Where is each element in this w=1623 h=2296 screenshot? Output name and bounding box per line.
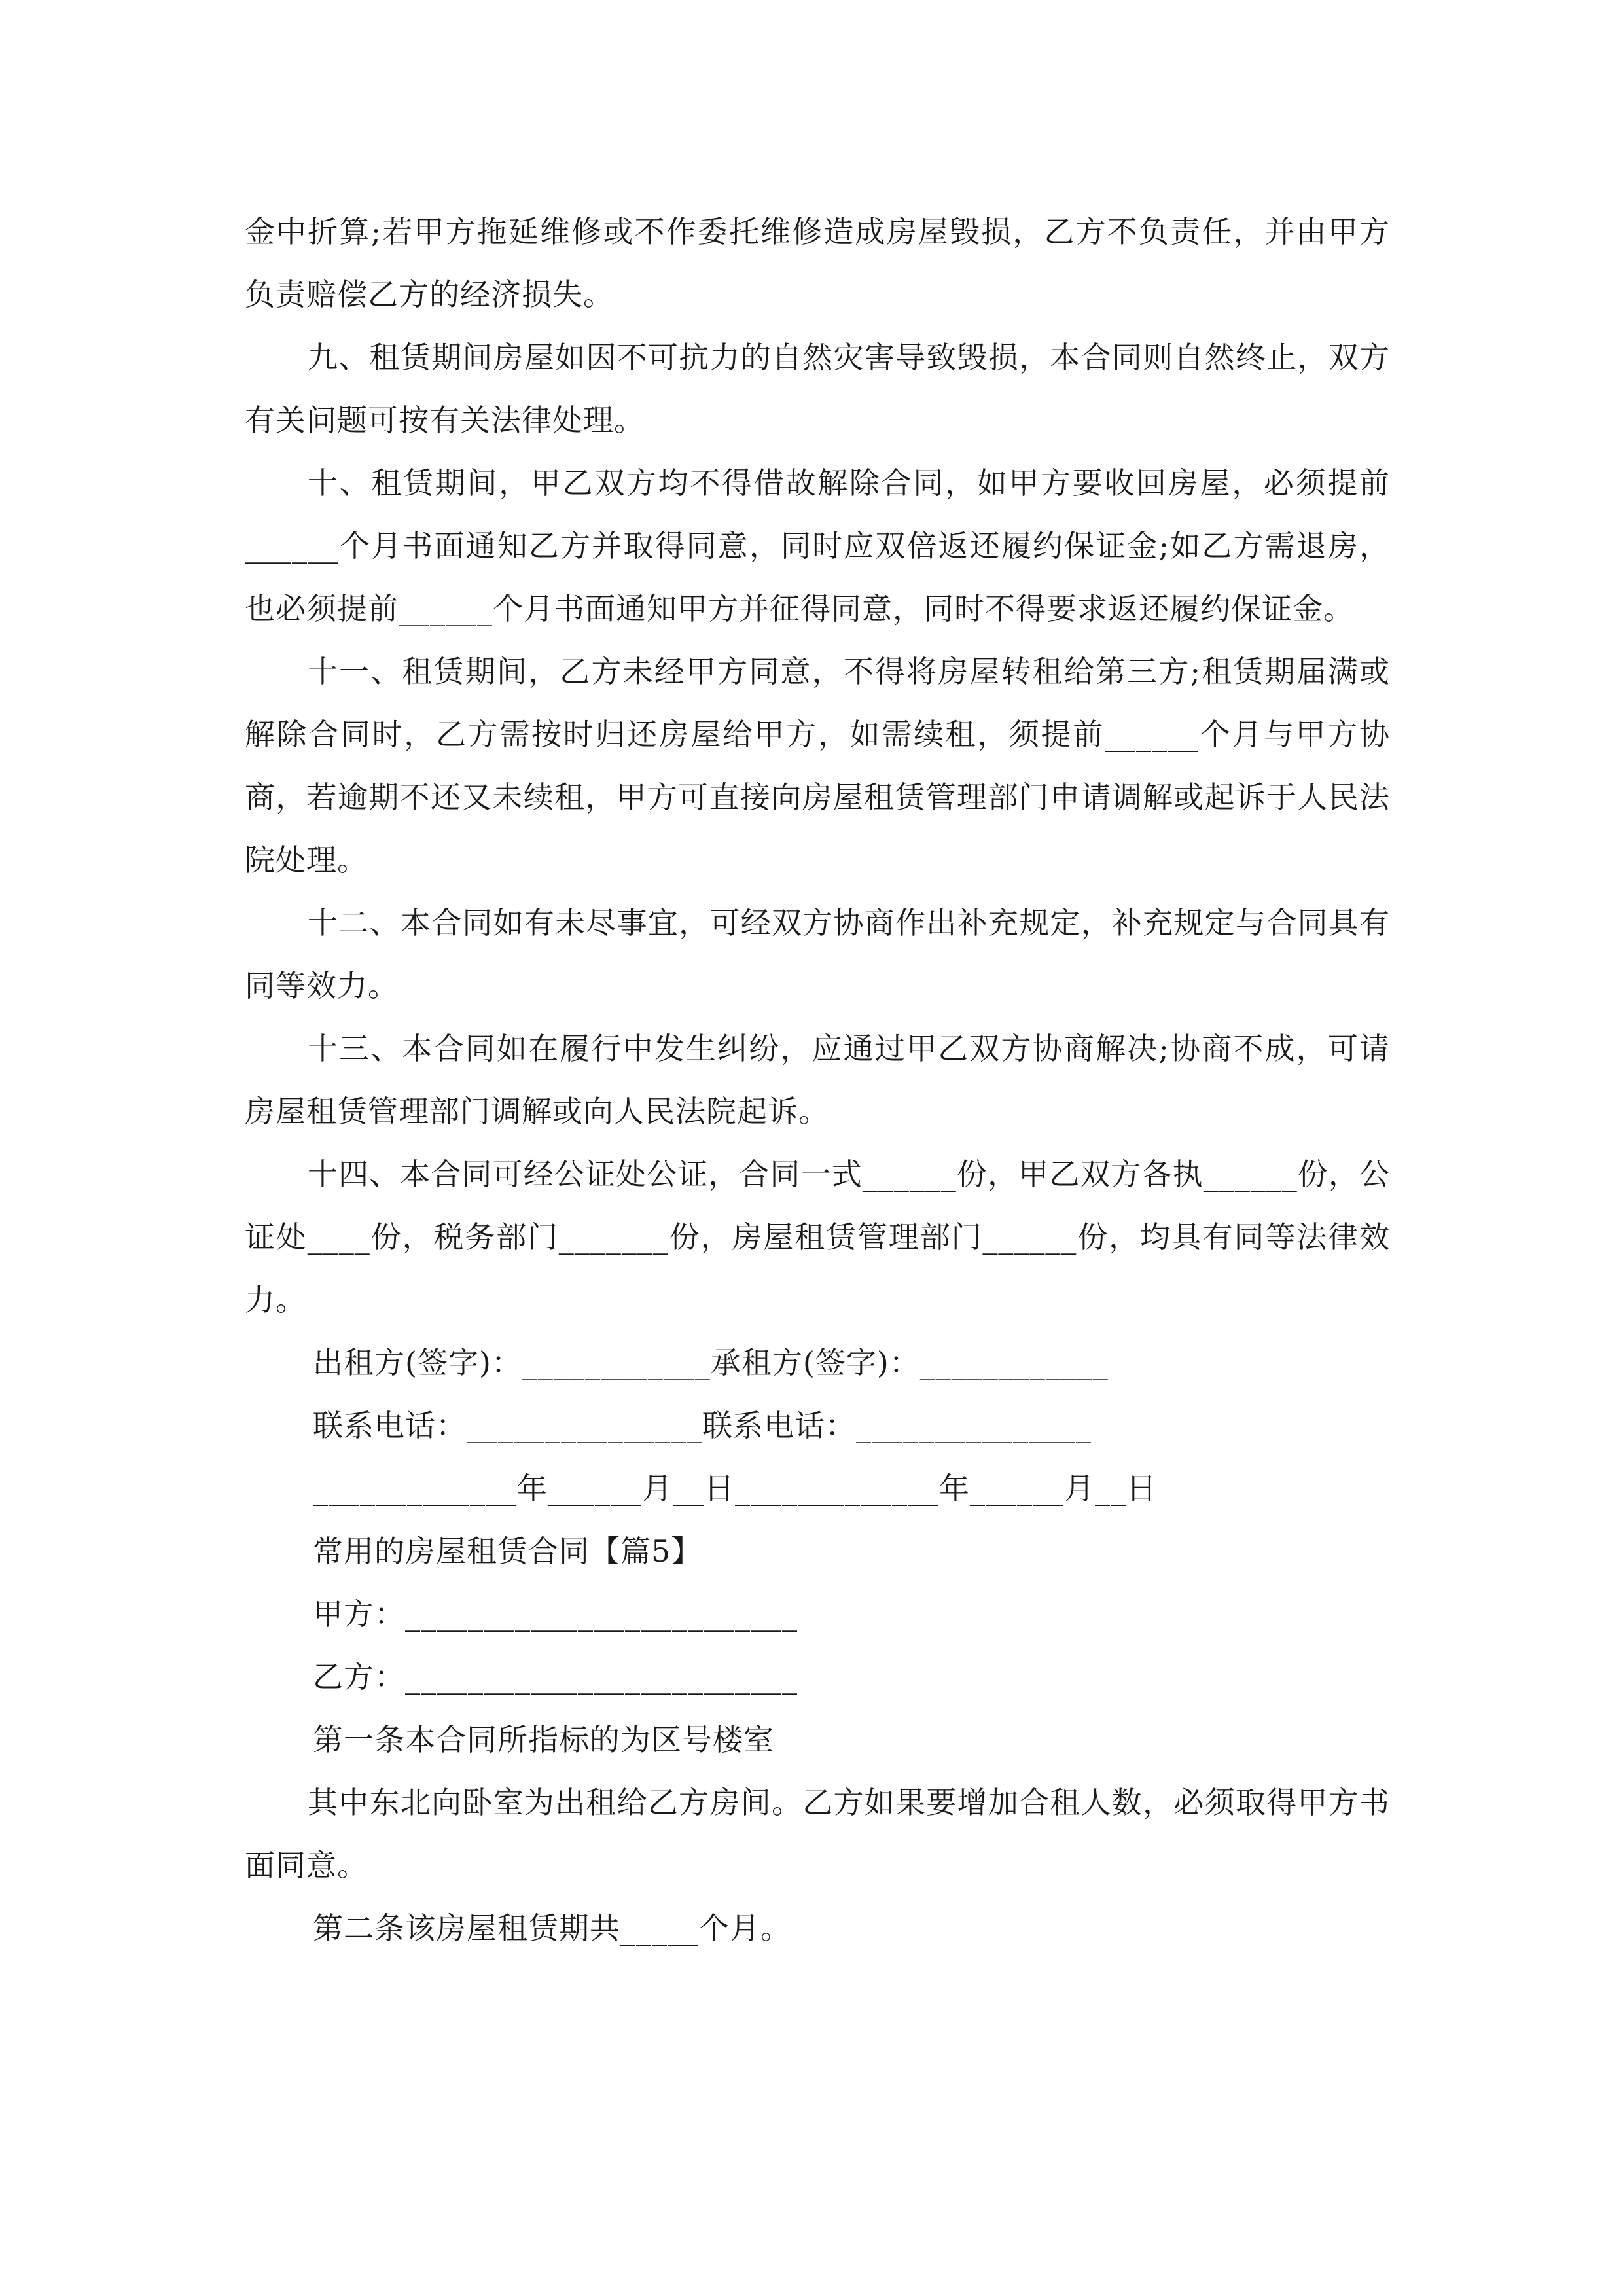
signature-line: 出租方(签字)：____________承租方(签字)：____________ [313, 1345, 1109, 1380]
clause-11: 十一、租赁期间，乙方未经甲方同意，不得将房屋转租给第三方;租赁期届满或解除合同时，乙方需按时归还房屋给甲方，如需续租，须提前______个月与甲方协商，若逾期不还又未续租，甲方可直接向房屋租赁管理部门申请调解或起诉于人民法院处理。 [245, 654, 1390, 878]
date-line: _____________年______月__日_____________年______月__日 [313, 1471, 1157, 1506]
party-b-line: 乙方：_________________________ [313, 1659, 798, 1695]
article-1-body: 其中东北向卧室为出租给乙方房间。乙方如果要增加合租人数，必须取得甲方书面同意。 [245, 1785, 1390, 1883]
document-body [245, 200, 1390, 1960]
signature-block [245, 1331, 1390, 1771]
paragraph-continued: 金中折算;若甲方拖延维修或不作委托维修造成房屋毁损，乙方不负责任，并由甲方负责赔偿乙方的经济损失。 [245, 214, 1390, 312]
phone-line: 联系电话：_______________联系电话：_______________ [313, 1408, 1092, 1443]
section-title: 常用的房屋租赁合同【篇5】 [313, 1534, 702, 1569]
article-2-block [245, 1897, 1390, 1960]
clause-13: 十三、本合同如在履行中发生纠纷，应通过甲乙双方协商解决;协商不成，可请房屋租赁管理部门调解或向人民法院起诉。 [245, 1031, 1390, 1129]
clause-12: 十二、本合同如有未尽事宜，可经双方协商作出补充规定，补充规定与合同具有同等效力。 [245, 905, 1390, 1003]
article-2: 第二条该房屋租赁期共_____个月。 [313, 1910, 791, 1946]
clause-9: 九、租赁期间房屋如因不可抗力的自然灾害导致毁损，本合同则自然终止，双方有关问题可按有关法律处理。 [245, 340, 1390, 438]
clause-10: 十、租赁期间，甲乙双方均不得借故解除合同，如甲方要收回房屋，必须提前______个月书面通知乙方并取得同意，同时应双倍返还履约保证金;如乙方需退房，也必须提前______个月书面通知甲方并征得同意，同时不得要求返还履约保证金。 [245, 465, 1390, 626]
article-1-title: 第一条本合同所指标的为区号楼室 [313, 1722, 774, 1757]
party-a-line: 甲方：_________________________ [313, 1596, 798, 1632]
clause-14: 十四、本合同可经公证处公证，合同一式______份，甲乙双方各执______份，公证处____份，税务部门_______份，房屋租赁管理部门______份，均具有同等法律效力。 [245, 1157, 1390, 1318]
